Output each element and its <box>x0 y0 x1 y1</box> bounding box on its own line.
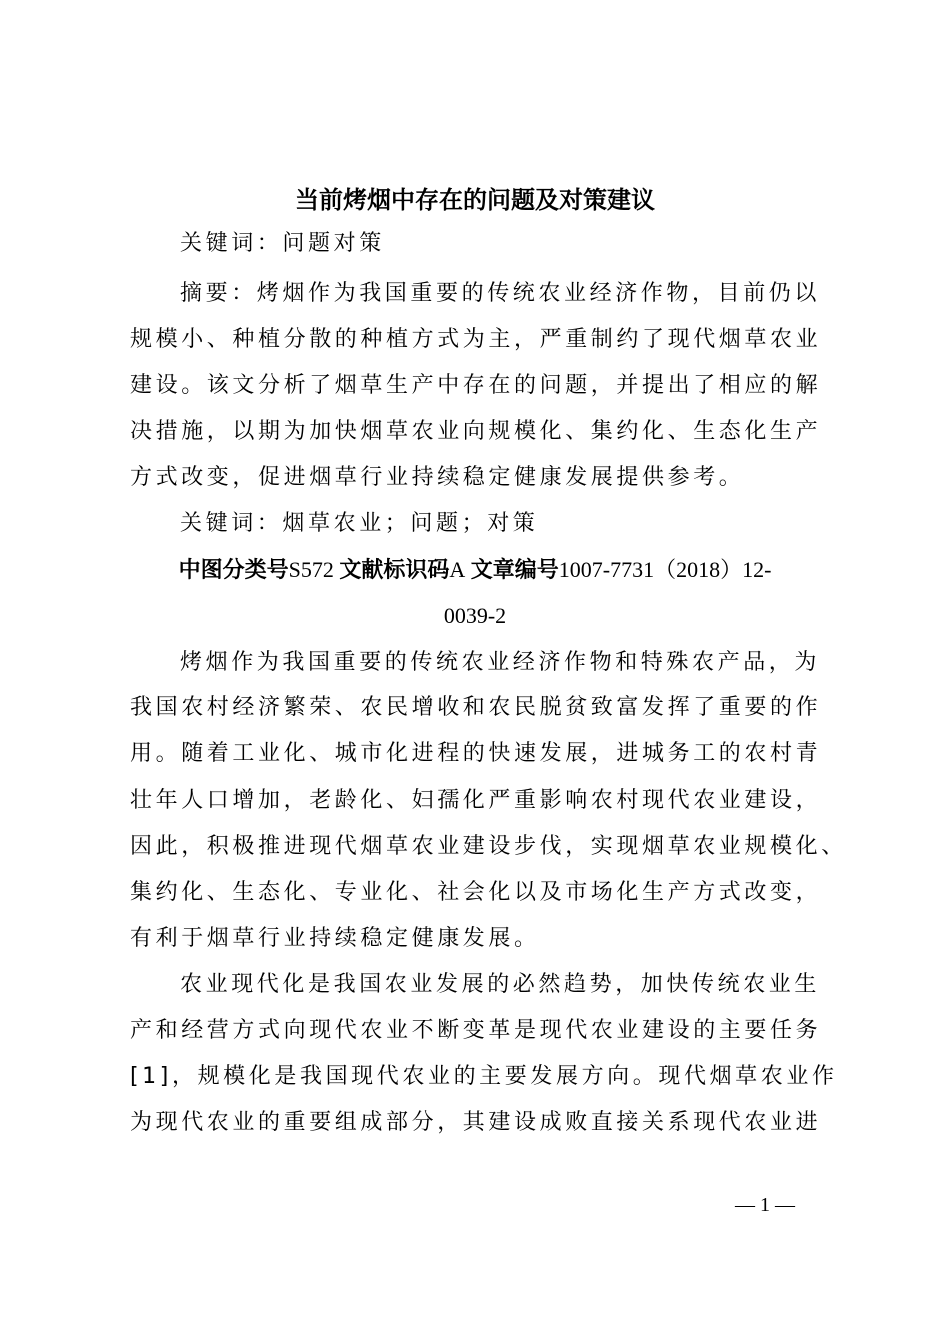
doc-code-label: 文献标识码 <box>339 557 450 582</box>
body-line: 为现代农业的重要组成部分，其建设成败直接关系现代农业进 <box>130 1110 822 1135</box>
page-number: — 1 — <box>735 1194 795 1216</box>
article-no-value-cont: 0039-2 <box>443 603 507 628</box>
body-line: 农业现代化是我国农业发展的必然趋势，加快传统农业生 <box>180 972 821 997</box>
body-line: 用。随着工业化、城市化进程的快速发展，进城务工的农村青 <box>130 741 822 766</box>
body-line: 产和经营方式向现代农业不断变革是现代农业建设的主要任务 <box>130 1018 822 1043</box>
body-line: 因此，积极推进现代烟草农业建设步伐，实现烟草农业规模化、 <box>130 834 847 859</box>
body-line: 集约化、生态化、专业化、社会化以及市场化生产方式改变， <box>130 880 822 905</box>
keywords: 关键词：烟草农业；问题；对策 <box>180 511 539 536</box>
document-title: 当前烤烟中存在的问题及对策建议 <box>295 185 655 214</box>
body-line: 烤烟作为我国重要的传统农业经济作物和特殊农产品，为 <box>180 650 821 675</box>
abstract-line: 规模小、种植分散的种植方式为主，严重制约了现代烟草农业 <box>130 327 822 352</box>
abstract-line: 决措施，以期为加快烟草农业向规模化、集约化、生态化生产 <box>130 419 822 444</box>
clc-value: S572 <box>288 557 334 582</box>
article-no-value: 1007-7731（2018）12- <box>558 557 772 582</box>
body-line: [1]，规模化是我国现代农业的主要发展方向。现代烟草农业作 <box>130 1064 838 1089</box>
keywords-top: 关键词：问题对策 <box>180 231 385 256</box>
doc-code-value: A <box>449 557 466 582</box>
abstract-line: 摘要：烤烟作为我国重要的传统农业经济作物，目前仍以 <box>180 281 821 306</box>
body-line: 壮年人口增加，老龄化、妇孺化严重影响农村现代农业建设， <box>130 788 822 813</box>
classification-line-2 <box>0 601 950 631</box>
body-line: 我国农村经济繁荣、农民增收和农民脱贫致富发挥了重要的作 <box>130 695 822 720</box>
article-no-label: 文章编号 <box>470 557 559 582</box>
clc-label: 中图分类号 <box>178 557 289 582</box>
classification-line <box>0 555 950 585</box>
abstract-line: 建设。该文分析了烟草生产中存在的问题，并提出了相应的解 <box>130 373 822 398</box>
abstract-line: 方式改变，促进烟草行业持续稳定健康发展提供参考。 <box>130 465 745 490</box>
body-line: 有利于烟草行业持续稳定健康发展。 <box>130 926 540 951</box>
